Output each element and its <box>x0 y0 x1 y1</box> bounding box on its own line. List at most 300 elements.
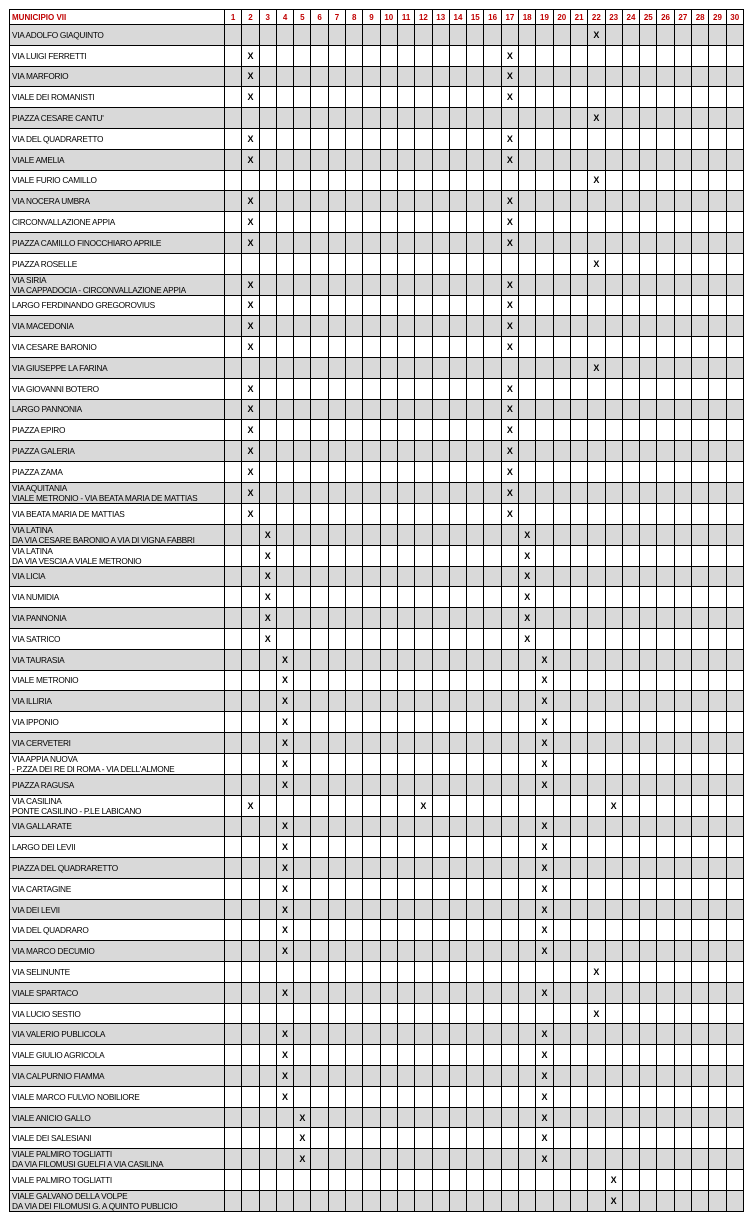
day-cell <box>380 108 397 129</box>
day-cell <box>397 628 414 649</box>
day-cell <box>467 253 484 274</box>
schedule-mark: X <box>276 691 293 712</box>
schedule-mark: X <box>588 25 605 46</box>
day-cell <box>294 295 311 316</box>
day-cell <box>570 774 587 795</box>
day-cell <box>674 295 691 316</box>
day-cell <box>570 753 587 774</box>
day-cell <box>380 274 397 295</box>
day-cell <box>397 25 414 46</box>
day-cell <box>536 149 553 170</box>
day-cell <box>519 774 536 795</box>
day-cell <box>225 670 242 691</box>
day-cell <box>415 941 432 962</box>
day-header: 17 <box>501 10 518 25</box>
day-cell <box>536 628 553 649</box>
day-cell <box>709 108 726 129</box>
day-cell <box>553 712 570 733</box>
street-name-cell <box>10 170 225 191</box>
day-cell <box>311 982 328 1003</box>
day-cell <box>467 837 484 858</box>
day-cell <box>259 253 276 274</box>
day-cell <box>484 566 501 587</box>
day-cell <box>259 1149 276 1170</box>
day-cell <box>709 25 726 46</box>
schedule-mark: X <box>536 899 553 920</box>
schedule-mark: X <box>259 524 276 545</box>
day-cell <box>570 232 587 253</box>
day-cell <box>346 108 363 129</box>
day-cell <box>622 503 639 524</box>
street-name-cell <box>10 399 225 420</box>
day-cell <box>588 482 605 503</box>
day-cell <box>605 649 622 670</box>
day-cell <box>363 982 380 1003</box>
day-cell <box>346 191 363 212</box>
day-cell <box>346 1128 363 1149</box>
day-cell <box>380 1107 397 1128</box>
day-cell <box>553 795 570 816</box>
day-cell <box>674 253 691 274</box>
day-cell <box>328 316 345 337</box>
street-name-cell <box>10 545 225 566</box>
day-cell <box>519 982 536 1003</box>
day-cell <box>380 1149 397 1170</box>
day-cell <box>225 1045 242 1066</box>
day-cell <box>397 274 414 295</box>
day-cell <box>674 232 691 253</box>
day-cell <box>709 1003 726 1024</box>
day-cell <box>640 1170 657 1191</box>
day-cell <box>363 774 380 795</box>
day-cell <box>328 566 345 587</box>
day-cell <box>311 587 328 608</box>
day-cell <box>225 774 242 795</box>
day-cell <box>501 941 518 962</box>
day-cell <box>346 941 363 962</box>
day-cell <box>553 587 570 608</box>
day-cell <box>363 191 380 212</box>
day-cell <box>432 524 449 545</box>
day-cell <box>622 1107 639 1128</box>
day-cell <box>484 357 501 378</box>
day-cell <box>570 87 587 108</box>
day-cell <box>294 649 311 670</box>
day-cell <box>259 232 276 253</box>
day-cell <box>501 1191 518 1212</box>
day-cell <box>380 1128 397 1149</box>
day-cell <box>328 753 345 774</box>
street-name-line: DA VIA VESCIA A VIALE METRONIO <box>12 555 142 566</box>
day-cell <box>674 691 691 712</box>
day-cell <box>276 253 293 274</box>
day-cell <box>692 170 709 191</box>
day-cell <box>709 212 726 233</box>
day-cell <box>692 899 709 920</box>
street-name-cell <box>10 878 225 899</box>
street-name-line: VIA GALLARATE <box>12 821 72 832</box>
day-cell <box>588 732 605 753</box>
day-cell <box>363 899 380 920</box>
schedule-mark: X <box>242 191 259 212</box>
day-header: 8 <box>346 10 363 25</box>
day-cell <box>363 1086 380 1107</box>
day-cell <box>397 941 414 962</box>
street-name-line: PIAZZA CESARE CANTU' <box>12 113 104 124</box>
day-cell <box>415 878 432 899</box>
day-cell <box>640 941 657 962</box>
day-cell <box>328 899 345 920</box>
schedule-mark: X <box>605 795 622 816</box>
day-cell <box>449 878 466 899</box>
street-name-cell <box>10 108 225 129</box>
day-cell <box>328 1107 345 1128</box>
day-cell <box>397 461 414 482</box>
day-cell <box>536 503 553 524</box>
day-cell <box>692 357 709 378</box>
day-header: 11 <box>397 10 414 25</box>
schedule-mark: X <box>536 1066 553 1087</box>
day-cell <box>501 1128 518 1149</box>
day-cell <box>346 149 363 170</box>
day-cell <box>397 232 414 253</box>
day-cell <box>363 816 380 837</box>
schedule-mark: X <box>519 587 536 608</box>
day-cell <box>657 1066 674 1087</box>
day-cell <box>415 191 432 212</box>
day-cell <box>225 357 242 378</box>
day-cell <box>605 25 622 46</box>
day-cell <box>259 753 276 774</box>
day-cell <box>467 128 484 149</box>
day-cell <box>311 524 328 545</box>
day-cell <box>432 670 449 691</box>
day-cell <box>380 1045 397 1066</box>
day-cell <box>225 920 242 941</box>
day-cell <box>709 858 726 879</box>
day-cell <box>588 878 605 899</box>
day-cell <box>692 982 709 1003</box>
day-cell <box>640 399 657 420</box>
day-cell <box>692 816 709 837</box>
day-cell <box>294 170 311 191</box>
day-cell <box>363 649 380 670</box>
day-cell <box>467 503 484 524</box>
day-header: 18 <box>519 10 536 25</box>
day-cell <box>380 524 397 545</box>
day-cell <box>484 170 501 191</box>
day-cell <box>588 649 605 670</box>
street-name-line: VIA CARTAGINE <box>12 883 71 894</box>
day-cell <box>674 837 691 858</box>
day-cell <box>570 337 587 358</box>
schedule-mark: X <box>242 66 259 87</box>
day-cell <box>242 920 259 941</box>
day-header: 21 <box>570 10 587 25</box>
schedule-mark: X <box>536 941 553 962</box>
day-cell <box>294 253 311 274</box>
day-cell <box>242 357 259 378</box>
day-cell <box>363 1149 380 1170</box>
day-cell <box>225 1128 242 1149</box>
day-cell <box>380 399 397 420</box>
day-cell <box>501 1086 518 1107</box>
day-cell <box>605 87 622 108</box>
day-cell <box>346 920 363 941</box>
day-cell <box>415 87 432 108</box>
day-cell <box>346 1170 363 1191</box>
day-cell <box>726 191 743 212</box>
day-cell <box>294 45 311 66</box>
schedule-body <box>10 25 744 1212</box>
day-cell <box>519 295 536 316</box>
day-cell <box>449 149 466 170</box>
day-cell <box>484 545 501 566</box>
day-cell <box>397 795 414 816</box>
day-cell <box>622 1066 639 1087</box>
day-cell <box>380 795 397 816</box>
street-name-line: VIALE GIULIO AGRICOLA <box>12 1050 105 1061</box>
street-name-cell <box>10 816 225 837</box>
day-cell <box>674 274 691 295</box>
day-cell <box>674 858 691 879</box>
day-cell <box>536 1003 553 1024</box>
schedule-mark: X <box>242 337 259 358</box>
day-cell <box>484 149 501 170</box>
day-cell <box>363 128 380 149</box>
day-cell <box>432 1066 449 1087</box>
day-cell <box>605 232 622 253</box>
day-cell <box>640 170 657 191</box>
day-cell <box>484 503 501 524</box>
day-cell <box>449 628 466 649</box>
day-cell <box>346 66 363 87</box>
day-cell <box>726 670 743 691</box>
day-cell <box>536 524 553 545</box>
schedule-mark: X <box>242 378 259 399</box>
day-cell <box>553 1107 570 1128</box>
schedule-mark: X <box>536 649 553 670</box>
day-cell <box>328 503 345 524</box>
day-cell <box>276 1170 293 1191</box>
day-cell <box>311 45 328 66</box>
day-cell <box>467 1086 484 1107</box>
day-cell <box>640 45 657 66</box>
day-cell <box>519 420 536 441</box>
day-cell <box>467 795 484 816</box>
day-cell <box>640 816 657 837</box>
day-cell <box>328 649 345 670</box>
day-cell <box>657 1086 674 1107</box>
day-cell <box>449 837 466 858</box>
day-cell <box>397 712 414 733</box>
day-cell <box>242 608 259 629</box>
schedule-mark: X <box>276 920 293 941</box>
day-cell <box>225 1086 242 1107</box>
day-cell <box>674 170 691 191</box>
day-cell <box>328 337 345 358</box>
day-cell <box>294 357 311 378</box>
day-cell <box>553 1191 570 1212</box>
day-cell <box>311 816 328 837</box>
day-cell <box>328 170 345 191</box>
day-cell <box>657 25 674 46</box>
schedule-mark: X <box>536 920 553 941</box>
day-cell <box>311 566 328 587</box>
day-cell <box>449 774 466 795</box>
day-cell <box>311 1107 328 1128</box>
table-row <box>10 628 744 649</box>
day-cell <box>692 503 709 524</box>
day-cell <box>397 503 414 524</box>
table-row <box>10 1066 744 1087</box>
day-cell <box>674 25 691 46</box>
day-cell <box>363 337 380 358</box>
day-cell <box>311 1045 328 1066</box>
day-cell <box>692 941 709 962</box>
day-cell <box>657 87 674 108</box>
day-cell <box>294 962 311 983</box>
day-cell <box>467 212 484 233</box>
day-cell <box>553 295 570 316</box>
day-cell <box>622 25 639 46</box>
day-cell <box>484 691 501 712</box>
day-cell <box>605 524 622 545</box>
street-name-line: VIA APPIA NUOVA <box>12 753 78 764</box>
day-cell <box>397 670 414 691</box>
day-cell <box>346 295 363 316</box>
day-cell <box>726 795 743 816</box>
day-cell <box>294 25 311 46</box>
day-cell <box>588 712 605 733</box>
day-cell <box>294 1191 311 1212</box>
day-cell <box>328 212 345 233</box>
day-cell <box>328 858 345 879</box>
day-cell <box>363 1191 380 1212</box>
day-cell <box>657 774 674 795</box>
day-cell <box>674 1149 691 1170</box>
day-cell <box>259 357 276 378</box>
day-cell <box>536 566 553 587</box>
day-cell <box>346 232 363 253</box>
day-cell <box>259 712 276 733</box>
day-cell <box>328 982 345 1003</box>
day-cell <box>622 295 639 316</box>
day-cell <box>674 753 691 774</box>
day-cell <box>519 878 536 899</box>
day-cell <box>484 1170 501 1191</box>
street-name-cell <box>10 1045 225 1066</box>
day-header: 3 <box>259 10 276 25</box>
day-cell <box>311 858 328 879</box>
day-cell <box>570 128 587 149</box>
day-cell <box>380 66 397 87</box>
schedule-mark: X <box>276 858 293 879</box>
day-cell <box>242 899 259 920</box>
day-cell <box>588 1191 605 1212</box>
day-cell <box>311 337 328 358</box>
day-cell <box>415 524 432 545</box>
day-cell <box>640 232 657 253</box>
day-cell <box>242 1003 259 1024</box>
day-cell <box>415 774 432 795</box>
day-cell <box>657 524 674 545</box>
day-cell <box>242 1128 259 1149</box>
schedule-mark: X <box>242 232 259 253</box>
day-cell <box>259 1003 276 1024</box>
day-cell <box>726 608 743 629</box>
day-cell <box>657 545 674 566</box>
day-cell <box>674 316 691 337</box>
header-row <box>10 10 744 25</box>
day-cell <box>259 503 276 524</box>
day-cell <box>605 878 622 899</box>
day-cell <box>363 962 380 983</box>
day-cell <box>432 545 449 566</box>
day-cell <box>622 524 639 545</box>
day-cell <box>622 837 639 858</box>
day-cell <box>726 128 743 149</box>
day-cell <box>622 712 639 733</box>
day-cell <box>346 837 363 858</box>
day-cell <box>328 1128 345 1149</box>
day-cell <box>276 378 293 399</box>
day-cell <box>242 670 259 691</box>
day-header: 24 <box>622 10 639 25</box>
schedule-mark: X <box>242 45 259 66</box>
day-cell <box>692 149 709 170</box>
day-cell <box>415 920 432 941</box>
day-cell <box>225 1149 242 1170</box>
table-row <box>10 524 744 545</box>
day-cell <box>397 441 414 462</box>
day-cell <box>484 1149 501 1170</box>
day-cell <box>311 1003 328 1024</box>
day-cell <box>397 482 414 503</box>
day-cell <box>259 1086 276 1107</box>
day-cell <box>311 295 328 316</box>
street-name-cell <box>10 316 225 337</box>
day-cell <box>484 587 501 608</box>
street-name-line: VIALE METRONIO <box>12 675 79 686</box>
day-cell <box>311 232 328 253</box>
day-cell <box>432 378 449 399</box>
day-cell <box>570 191 587 212</box>
street-name-cell <box>10 1191 225 1212</box>
day-cell <box>692 441 709 462</box>
schedule-mark: X <box>276 670 293 691</box>
day-cell <box>467 1170 484 1191</box>
day-cell <box>726 899 743 920</box>
day-cell <box>622 628 639 649</box>
table-row <box>10 482 744 503</box>
day-cell <box>726 1191 743 1212</box>
day-cell <box>501 712 518 733</box>
day-cell <box>328 712 345 733</box>
day-cell <box>276 441 293 462</box>
day-cell <box>294 753 311 774</box>
day-cell <box>640 712 657 733</box>
street-name-cell <box>10 920 225 941</box>
day-cell <box>276 87 293 108</box>
day-cell <box>380 649 397 670</box>
schedule-mark: X <box>501 149 518 170</box>
day-cell <box>484 670 501 691</box>
day-cell <box>225 1170 242 1191</box>
day-cell <box>294 1003 311 1024</box>
day-cell <box>328 1024 345 1045</box>
table-row <box>10 170 744 191</box>
